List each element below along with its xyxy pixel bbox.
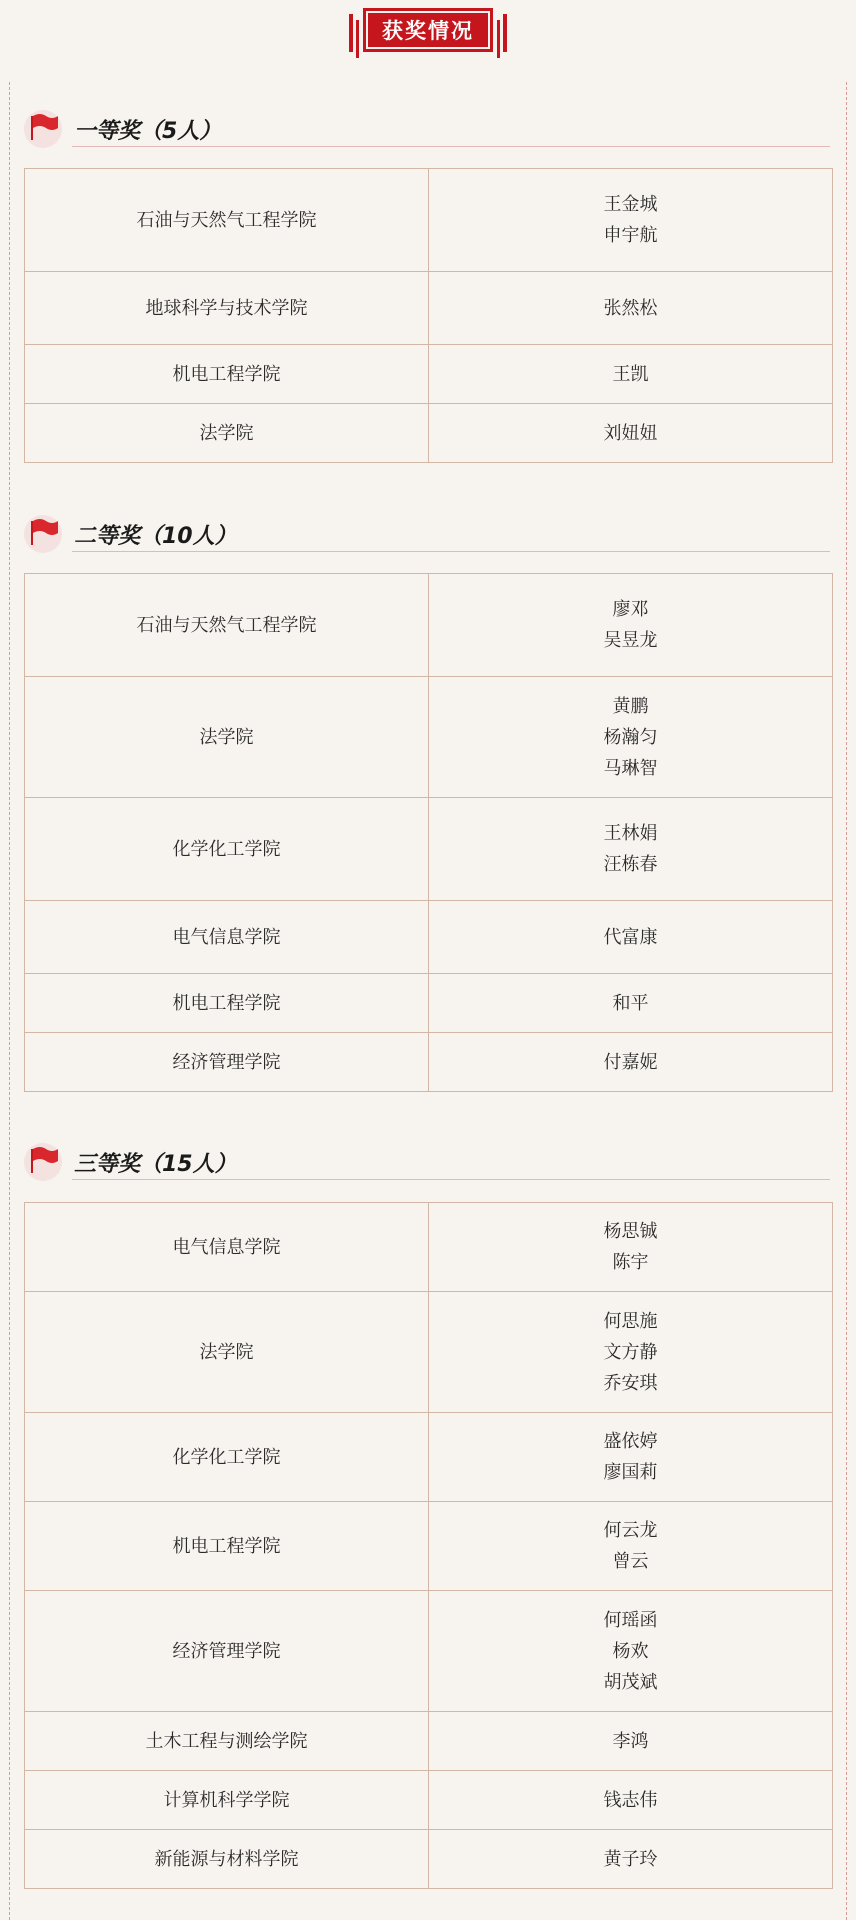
winner-name: 汪栋春 <box>603 854 658 875</box>
table-row <box>25 974 833 1033</box>
winner-name: 乔安琪 <box>603 1372 658 1394</box>
winner-name: 钱志伟 <box>603 1789 658 1811</box>
names-cell <box>429 1771 833 1830</box>
winner-name: 廖邓 <box>612 599 649 620</box>
school-cell: 地球科学与技术学院 <box>25 272 429 345</box>
winner-name: 王凯 <box>612 363 649 385</box>
school-cell: 电气信息学院 <box>25 901 429 974</box>
winner-name: 廖国莉 <box>603 1462 658 1483</box>
section-header-third-prize <box>24 1143 830 1183</box>
table-row <box>25 1830 833 1889</box>
banner-decor-bar <box>497 20 500 58</box>
flag-icon <box>24 515 62 553</box>
banner-decor-bar <box>503 14 507 52</box>
table-row <box>25 1591 833 1712</box>
winner-name: 何云龙 <box>603 1520 658 1541</box>
names-cell <box>429 1591 833 1712</box>
right-dashed-border <box>846 82 847 1920</box>
winner-name: 杨思铖 <box>603 1221 658 1242</box>
names-cell <box>429 1712 833 1771</box>
school-cell: 法学院 <box>25 1292 429 1413</box>
winner-name: 马琳智 <box>603 757 658 779</box>
school-cell: 机电工程学院 <box>25 1502 429 1591</box>
winner-name: 陈宇 <box>612 1252 649 1273</box>
winner-name: 曾云 <box>612 1551 649 1572</box>
table-row <box>25 1292 833 1413</box>
winner-name: 李鸿 <box>612 1730 649 1752</box>
names-cell <box>429 1830 833 1889</box>
winner-name: 黄子玲 <box>603 1848 658 1870</box>
school-cell: 法学院 <box>25 677 429 798</box>
table-row <box>25 1502 833 1591</box>
table-row <box>25 901 833 974</box>
banner-decor-bar <box>349 14 353 52</box>
winner-name: 和平 <box>612 992 649 1014</box>
table-row <box>25 574 833 677</box>
winner-name: 王金城 <box>603 194 658 215</box>
table-row <box>25 1413 833 1502</box>
winner-name: 黄鹏 <box>612 695 649 717</box>
school-cell: 电气信息学院 <box>25 1203 429 1292</box>
school-cell: 经济管理学院 <box>25 1591 429 1712</box>
names-cell <box>429 798 833 901</box>
award-table-first-prize <box>24 168 833 463</box>
names-cell <box>429 901 833 974</box>
winner-name: 何思施 <box>603 1310 658 1332</box>
banner-title: 获奖情况 <box>363 8 493 52</box>
names-cell <box>429 1203 833 1292</box>
table-row <box>25 345 833 404</box>
winner-name: 张然松 <box>603 297 658 319</box>
table-row <box>25 1712 833 1771</box>
winner-name: 申宇航 <box>603 225 658 246</box>
table-row <box>25 1203 833 1292</box>
winner-name: 胡茂斌 <box>603 1671 658 1693</box>
flag-icon <box>24 110 62 148</box>
award-table-third-prize <box>24 1202 833 1889</box>
section-divider <box>72 1179 830 1180</box>
school-cell: 机电工程学院 <box>25 974 429 1033</box>
school-cell: 法学院 <box>25 404 429 463</box>
table-row <box>25 272 833 345</box>
names-cell <box>429 974 833 1033</box>
school-cell: 机电工程学院 <box>25 345 429 404</box>
winner-name: 盛依婷 <box>603 1431 658 1452</box>
winner-name: 王林娟 <box>603 823 658 844</box>
left-dashed-border <box>9 82 10 1920</box>
table-row <box>25 677 833 798</box>
section-title: 二等奖（10人） <box>74 524 237 549</box>
names-cell <box>429 1413 833 1502</box>
names-cell <box>429 1292 833 1413</box>
school-cell: 石油与天然气工程学院 <box>25 574 429 677</box>
school-cell: 化学化工学院 <box>25 798 429 901</box>
winner-name: 杨瀚匀 <box>603 726 658 748</box>
names-cell <box>429 345 833 404</box>
section-title: 一等奖（5人） <box>74 119 222 144</box>
winner-name: 付嘉妮 <box>603 1051 658 1073</box>
winner-name: 文方静 <box>603 1341 658 1363</box>
winner-name: 杨欢 <box>612 1640 649 1662</box>
section-header-second-prize <box>24 515 830 555</box>
school-cell: 化学化工学院 <box>25 1413 429 1502</box>
names-cell <box>429 677 833 798</box>
school-cell: 石油与天然气工程学院 <box>25 169 429 272</box>
school-cell: 计算机科学学院 <box>25 1771 429 1830</box>
section-divider <box>72 551 830 552</box>
names-cell <box>429 169 833 272</box>
names-cell <box>429 574 833 677</box>
names-cell <box>429 1502 833 1591</box>
winner-name: 何瑶函 <box>603 1609 658 1631</box>
flag-icon <box>24 1143 62 1181</box>
award-table-second-prize <box>24 573 833 1092</box>
table-row <box>25 169 833 272</box>
banner-decor-bar <box>356 20 359 58</box>
school-cell: 经济管理学院 <box>25 1033 429 1092</box>
school-cell: 土木工程与测绘学院 <box>25 1712 429 1771</box>
school-cell: 新能源与材料学院 <box>25 1830 429 1889</box>
names-cell <box>429 1033 833 1092</box>
section-title: 三等奖（15人） <box>74 1152 237 1177</box>
names-cell <box>429 404 833 463</box>
table-row <box>25 1033 833 1092</box>
table-row <box>25 798 833 901</box>
table-row <box>25 404 833 463</box>
section-divider <box>72 146 830 147</box>
names-cell <box>429 272 833 345</box>
winner-name: 刘妞妞 <box>603 422 658 444</box>
header-banner <box>0 0 856 58</box>
winner-name: 代富康 <box>603 926 658 948</box>
section-header-first-prize <box>24 110 830 150</box>
winner-name: 吴昱龙 <box>603 630 658 651</box>
table-row <box>25 1771 833 1830</box>
